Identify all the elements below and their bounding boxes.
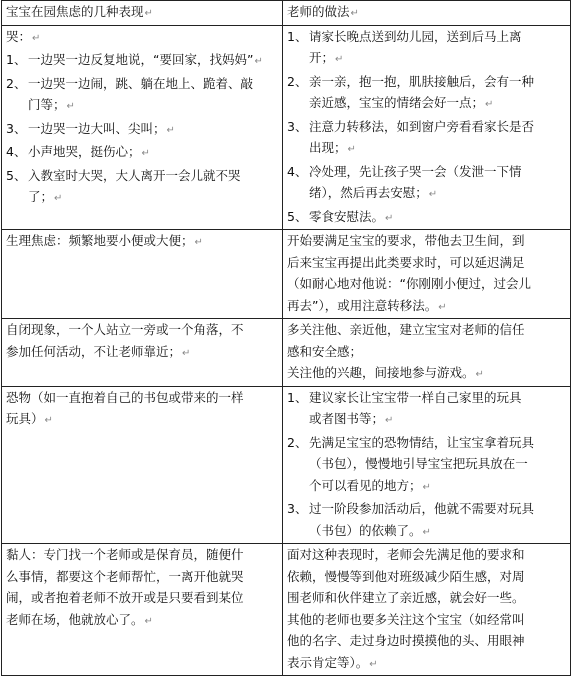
line-text: 恐物（如一直抱着自己的书包或带来的一样 xyxy=(6,389,244,405)
line-text: 出现； xyxy=(309,140,347,155)
line-text: 小声地哭，挺伤心； xyxy=(28,144,141,159)
row-2-left-cell xyxy=(2,230,283,319)
row-3-left-cell xyxy=(2,319,283,387)
list-item xyxy=(287,26,566,71)
paragraph-mark: ↵ xyxy=(438,301,447,313)
list-number: 4、 xyxy=(6,144,27,159)
line-text: 关注他的兴趣，间接地参与游戏。 xyxy=(287,365,475,380)
text-line xyxy=(309,47,566,71)
text-line xyxy=(287,273,566,295)
list-item xyxy=(287,71,566,116)
table-row xyxy=(2,319,571,387)
paragraph-mark: ↵ xyxy=(66,101,75,112)
text-line xyxy=(287,587,566,609)
list-number: 1、 xyxy=(287,28,308,44)
line-text: 一边哭一边闹，跳、躺在地上、跪着、敲 xyxy=(28,75,254,91)
text-line xyxy=(309,92,566,116)
text-line xyxy=(6,319,278,341)
row-3-right-cell xyxy=(283,319,571,387)
row-4-left-cell xyxy=(2,386,283,544)
line-text: 其他的老师也要多关注这个宝宝（如经常叫 xyxy=(287,611,525,627)
row-1-left-cell xyxy=(2,25,283,230)
list-item-text xyxy=(309,116,566,161)
line-text: 亲近感，宝宝的情绪会好一点； xyxy=(309,95,485,110)
text-line xyxy=(6,230,278,254)
list-item-text xyxy=(309,26,566,71)
list-number: 1、 xyxy=(287,389,308,405)
list-number: 5、 xyxy=(6,167,27,183)
list-item xyxy=(287,206,566,230)
header-right-text: 老师的做法 xyxy=(287,4,350,19)
paragraph-mark: ↵ xyxy=(422,481,431,493)
text-line xyxy=(309,26,566,48)
text-line xyxy=(287,544,566,566)
list-item xyxy=(6,73,278,118)
paragraph-mark: ↵ xyxy=(475,369,484,380)
line-text: 后来宝宝再提出此类要求时，可以延迟满足 xyxy=(287,254,525,270)
list-number: 2、 xyxy=(287,434,308,450)
line-text: 玩具） xyxy=(6,411,44,426)
line-text: 过一阶段参加活动后，他就不需要对玩具 xyxy=(309,501,535,516)
paragraph-mark: ↵ xyxy=(428,189,438,200)
list-number: 1、 xyxy=(6,52,27,67)
text-line xyxy=(28,118,278,142)
text-line xyxy=(309,475,566,499)
paragraph-mark: ↵ xyxy=(194,237,203,248)
text-line xyxy=(28,49,278,73)
list-item xyxy=(6,165,278,210)
text-line xyxy=(6,544,278,566)
text-line xyxy=(287,230,566,252)
line-text: 表示肯定等）。 xyxy=(287,654,369,670)
paragraph-mark: ↵ xyxy=(54,193,63,204)
line-text: 再去”），或用注意转移法。 xyxy=(287,297,438,313)
text-line xyxy=(287,566,566,588)
text-line xyxy=(6,609,278,633)
list-item xyxy=(287,161,566,206)
line-text: 请家长晚点送到幼儿园，送到后马上离 xyxy=(309,28,522,44)
table-row xyxy=(2,544,571,676)
text-line xyxy=(6,341,278,365)
line-text: 先满足宝宝的恐物情结，让宝宝拿着玩具 xyxy=(309,434,535,450)
paragraph-mark: ↵ xyxy=(385,415,394,426)
text-line xyxy=(6,587,278,609)
paragraph-mark: ↵ xyxy=(254,56,263,67)
line-text: 亲一亲，抱一抱，肌肤接触后，会有一种 xyxy=(309,73,535,89)
line-text: 建议家长让宝宝带一样自己家里的玩具 xyxy=(309,389,522,405)
row-2-right-cell xyxy=(283,230,571,319)
text-line xyxy=(6,566,278,588)
paragraph-mark: ↵ xyxy=(422,526,431,538)
line-text: 了； xyxy=(28,189,54,204)
line-text: 门等； xyxy=(28,97,66,112)
text-line xyxy=(309,137,566,161)
text-line xyxy=(309,432,566,454)
line-text: 零食安慰法。 xyxy=(309,208,385,224)
list-item xyxy=(6,118,278,142)
text-line xyxy=(287,609,566,631)
text-line xyxy=(287,319,566,341)
line-text: 参加任何活动，不让老师靠近； xyxy=(6,343,182,359)
paragraph-mark: ↵ xyxy=(485,99,494,110)
header-row xyxy=(2,1,571,26)
paragraph-mark: ↵ xyxy=(44,415,53,426)
text-line xyxy=(309,161,566,183)
list-item-text xyxy=(28,73,278,118)
text-line xyxy=(309,182,566,206)
line-text: 入教室时大哭，大人离开一会儿就不哭 xyxy=(28,167,241,183)
text-line xyxy=(309,520,566,544)
line-text: （书包）的依赖了。 xyxy=(309,522,422,538)
paragraph-mark: ↵ xyxy=(385,212,394,224)
text-line xyxy=(309,408,566,432)
list-number: 4、 xyxy=(287,163,308,179)
line-text: （如耐心地对他说：“你刚刚小便过，过会儿 xyxy=(287,276,531,291)
paragraph-mark: ↵ xyxy=(144,615,153,627)
list-item-text xyxy=(28,165,278,210)
line-text: 面对这种表现时，老师会先满足他的要求和 xyxy=(287,547,525,562)
list-item-text xyxy=(28,118,278,142)
line-text: 黏人：专门找一个老师或是保育员，随便什 xyxy=(6,547,244,562)
list-item-text xyxy=(28,141,278,165)
line-text: 绪），然后再去安慰； xyxy=(309,185,428,200)
text-line xyxy=(28,141,278,165)
list-item-text xyxy=(309,432,566,499)
line-text: 或者图书等； xyxy=(309,411,385,426)
line-text: 多关注他、亲近他，建立宝宝对老师的信任 xyxy=(287,322,525,337)
text-line xyxy=(309,498,566,520)
line-text: 感和安全感； xyxy=(287,343,363,359)
list-number: 5、 xyxy=(287,208,308,224)
text-line xyxy=(287,341,566,363)
line-text: 依赖，慢慢等到他对班级减少陌生感，对周 xyxy=(287,568,525,584)
row-4-right-cell xyxy=(283,386,571,544)
list-number: 2、 xyxy=(6,75,27,91)
row-1-right-cell xyxy=(283,25,571,230)
text-line xyxy=(309,453,566,475)
header-cell-left xyxy=(2,1,283,26)
line-text: 冷处理，先让孩子哭一会（发泄一下情 xyxy=(309,163,522,179)
text-line xyxy=(287,295,566,319)
anxiety-table xyxy=(1,0,571,676)
header-cell-right xyxy=(283,1,571,26)
paragraph-mark: ↵ xyxy=(335,54,344,65)
list-item xyxy=(287,432,566,499)
row-5-right-cell xyxy=(283,544,571,676)
list-item xyxy=(6,49,278,73)
line-text: 自闭现象，一个人站立一旁或一个角落，不 xyxy=(6,322,244,337)
text-line xyxy=(309,71,566,93)
text-line xyxy=(309,116,566,138)
line-text: 生理焦虑：频繁地要小便或大便； xyxy=(6,233,194,248)
text-line xyxy=(6,387,278,409)
line-text: 么事情，都要这个老师帮忙，一离开他就哭 xyxy=(6,568,244,584)
header-left-text: 宝宝在园焦虑的几种表现 xyxy=(6,4,144,19)
paragraph-mark: ↵ xyxy=(166,124,175,136)
paragraph-mark: ↵ xyxy=(144,8,153,19)
line-text: 一边哭一边反复地说，“要回家，找妈妈” xyxy=(28,52,254,67)
text-line xyxy=(287,362,566,386)
text-line xyxy=(287,652,566,676)
line-text: 开； xyxy=(309,50,335,65)
line-text: 老师在场，他就放心了。 xyxy=(6,611,144,627)
text-line xyxy=(28,94,278,118)
line-text: 围老师和伙伴建立了亲近感，就会好一些。 xyxy=(287,590,525,605)
text-line xyxy=(287,630,566,652)
row-5-left-cell xyxy=(2,544,283,676)
cell-title-text: 哭： xyxy=(6,28,32,44)
list-item-text xyxy=(309,161,566,206)
text-line xyxy=(6,408,278,432)
text-line xyxy=(309,206,566,230)
text-line xyxy=(309,387,566,409)
list-number: 3、 xyxy=(287,118,308,134)
table-row xyxy=(2,25,571,230)
list-number: 2、 xyxy=(287,73,308,89)
paragraph-mark: ↵ xyxy=(141,148,150,159)
list-item xyxy=(287,498,566,543)
text-line xyxy=(287,252,566,274)
list-item-text xyxy=(309,206,566,230)
cell-title xyxy=(6,26,278,50)
paragraph-mark: ↵ xyxy=(182,347,191,359)
line-text: 注意力转移法，如到窗户旁看看家长是否 xyxy=(309,118,535,134)
list-item xyxy=(287,387,566,432)
line-text: 他的名字、走过身边时摸摸他的头、用眼神 xyxy=(287,633,525,648)
line-text: 个可以看见的地方； xyxy=(309,477,422,493)
list-number: 3、 xyxy=(287,501,308,516)
line-text: 开始要满足宝宝的要求，带他去卫生间，到 xyxy=(287,233,525,248)
text-line xyxy=(28,165,278,187)
paragraph-mark: ↵ xyxy=(350,8,359,19)
table-row xyxy=(2,230,571,319)
line-text: （书包），慢慢地引导宝宝把玩具放在一 xyxy=(309,456,528,471)
list-item-text xyxy=(28,49,278,73)
list-item-text xyxy=(309,387,566,432)
list-item-text xyxy=(309,498,566,543)
paragraph-mark: ↵ xyxy=(369,658,378,670)
text-line xyxy=(28,73,278,95)
line-text: 闹，或者抱着老师不放开或是只要看到某位 xyxy=(6,590,244,605)
paragraph-mark: ↵ xyxy=(32,32,41,44)
list-item xyxy=(287,116,566,161)
list-item-text xyxy=(309,71,566,116)
text-line xyxy=(28,186,278,210)
list-number: 3、 xyxy=(6,120,27,136)
list-item xyxy=(6,141,278,165)
table-row xyxy=(2,386,571,544)
line-text: 一边哭一边大叫、尖叫； xyxy=(28,120,166,136)
paragraph-mark: ↵ xyxy=(347,144,356,155)
